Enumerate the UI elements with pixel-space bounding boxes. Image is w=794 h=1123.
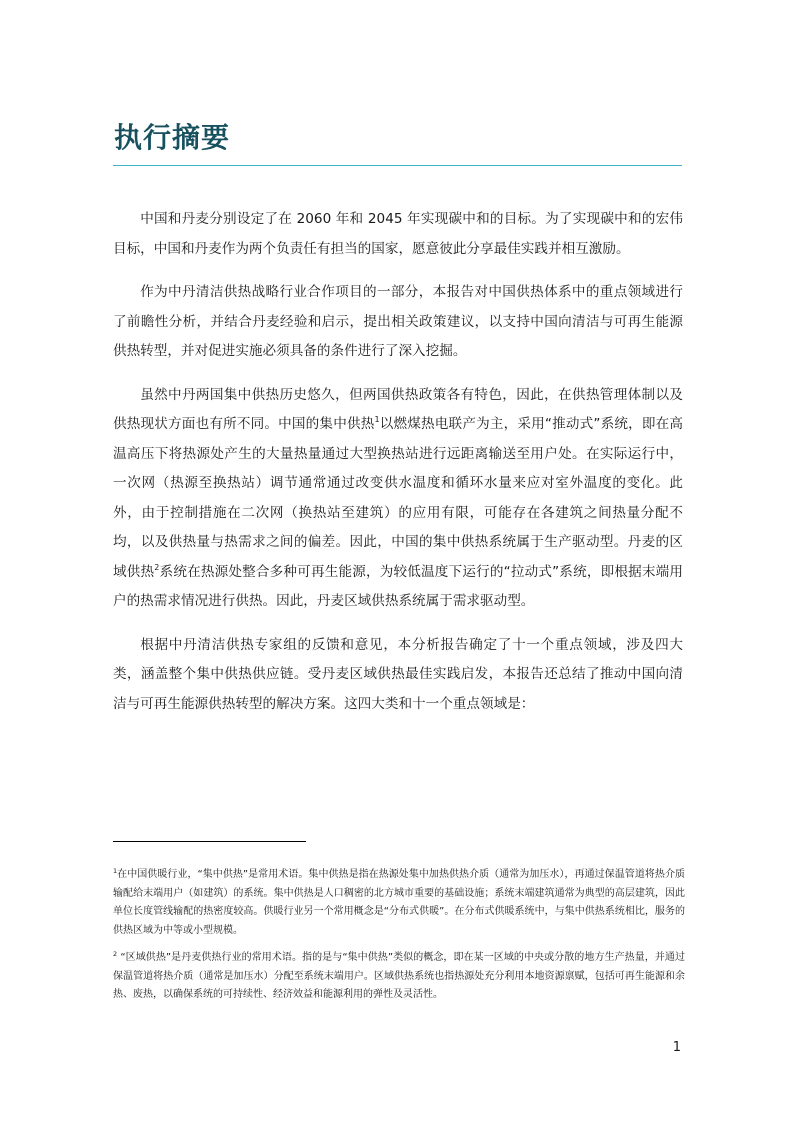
- footnote-2: [113, 949, 685, 1005]
- footnote-divider: [113, 841, 306, 842]
- footnote-1-text: 在中国供暖行业，“集中供热”是常用术语。集中供热是指在热源处集中加热供热介质（通常为加压水），再通过保温管道将热介质输配给末端用户（如建筑）的系统。集中供热是人口稠密的北方城市重要的基础设施；系统末端建筑通常为典型的高层建筑，因此单位长度管线输配的热密度较高。供暖行业另一个常用概念是“分布式供暖”。在分布式供暖系统中，与集中供热系统相比，服务的供热区域为中等或小型规模。: [113, 869, 685, 936]
- paragraph-1: 中国和丹麦分别设定了在 2060 年和 2045 年实现碳中和的目标。为了实现碳中和的宏伟目标，中国和丹麦作为两个负责任有担当的国家，愿意彼此分享最佳实践并相互激励。: [113, 211, 683, 257]
- footnote-ref-1[interactable]: 1: [374, 415, 380, 424]
- paragraph-3-part-1: 虽然中丹两国集中供热历史悠久，但两国供热政策各有特色，因此，在供热管理体制以及供热现状方面也有所不同。中国的集中供热: [113, 386, 683, 432]
- footnote-mark-2: 2: [113, 950, 118, 958]
- paragraph-3: [113, 381, 683, 617]
- footnote-2-text: “区域供热”是丹麦供热行业的常用术语。指的是与“集中供热”类似的概念，即在某一区域的中央或分散的地方生产热量，并通过保温管道将热介质（通常是加压水）分配至系统末端用户。区域供热系统也指热源处充分利用本地资源禀赋，包括可再生能源和余热、废热，以确保系统的可持续性、经济效益和能源利用的弹性及灵活性。: [113, 952, 685, 1000]
- footnote-mark-1: 1: [113, 867, 118, 875]
- paragraph-4: 根据中丹清洁供热专家组的反馈和意见，本分析报告确定了十一个重点领域，涉及四大类，涵盖整个集中供热供应链。受丹麦区域供热最佳实践启发，本报告还总结了推动中国向清洁与可再生能源供热转型的解决方案。这四大类和十一个重点领域是：: [113, 636, 683, 712]
- paragraph-2: 作为中丹清洁供热战略行业合作项目的一部分，本报告对中国供热体系中的重点领域进行了前瞻性分析，并结合丹麦经验和启示，提出相关政策建议，以支持中国向清洁与可再生能源供热转型，并对促进实施必须具备的条件进行了深入挖掘。: [113, 284, 683, 359]
- footnotes: [113, 866, 685, 1014]
- footnote-1: [113, 866, 685, 940]
- paragraph-3-part-3: 系统在热源处整合多种可再生能源，为较低温度下运行的“拉动式”系统，即根据末端用户的热需求情况进行供热。因此，丹麦区域供热系统属于需求驱动型。: [113, 563, 683, 609]
- page-number: 1: [672, 1040, 681, 1055]
- title-divider: [113, 165, 682, 166]
- footnote-ref-2[interactable]: 2: [154, 562, 160, 572]
- paragraph-3-part-2: 以燃煤热电联产为主，采用“推动式”系统，即在高温高压下将热源处产生的大量热量通过大型换热站进行远距离输送至用户处。在实际运行中，一次网（热源至换热站）调节通常通过改变供水温度和循环水量来应对室外温度的变化。此外，由于控制措施在二次网（换热站至建筑）的应用有限，可能存在各建筑之间热量分配不均，以及供热量与热需求之间的偏差。因此，中国的集中供热系统属于生产驱动型。丹麦的区域供热: [113, 416, 683, 580]
- page-title: 执行摘要: [114, 121, 231, 154]
- body-text: [113, 205, 683, 733]
